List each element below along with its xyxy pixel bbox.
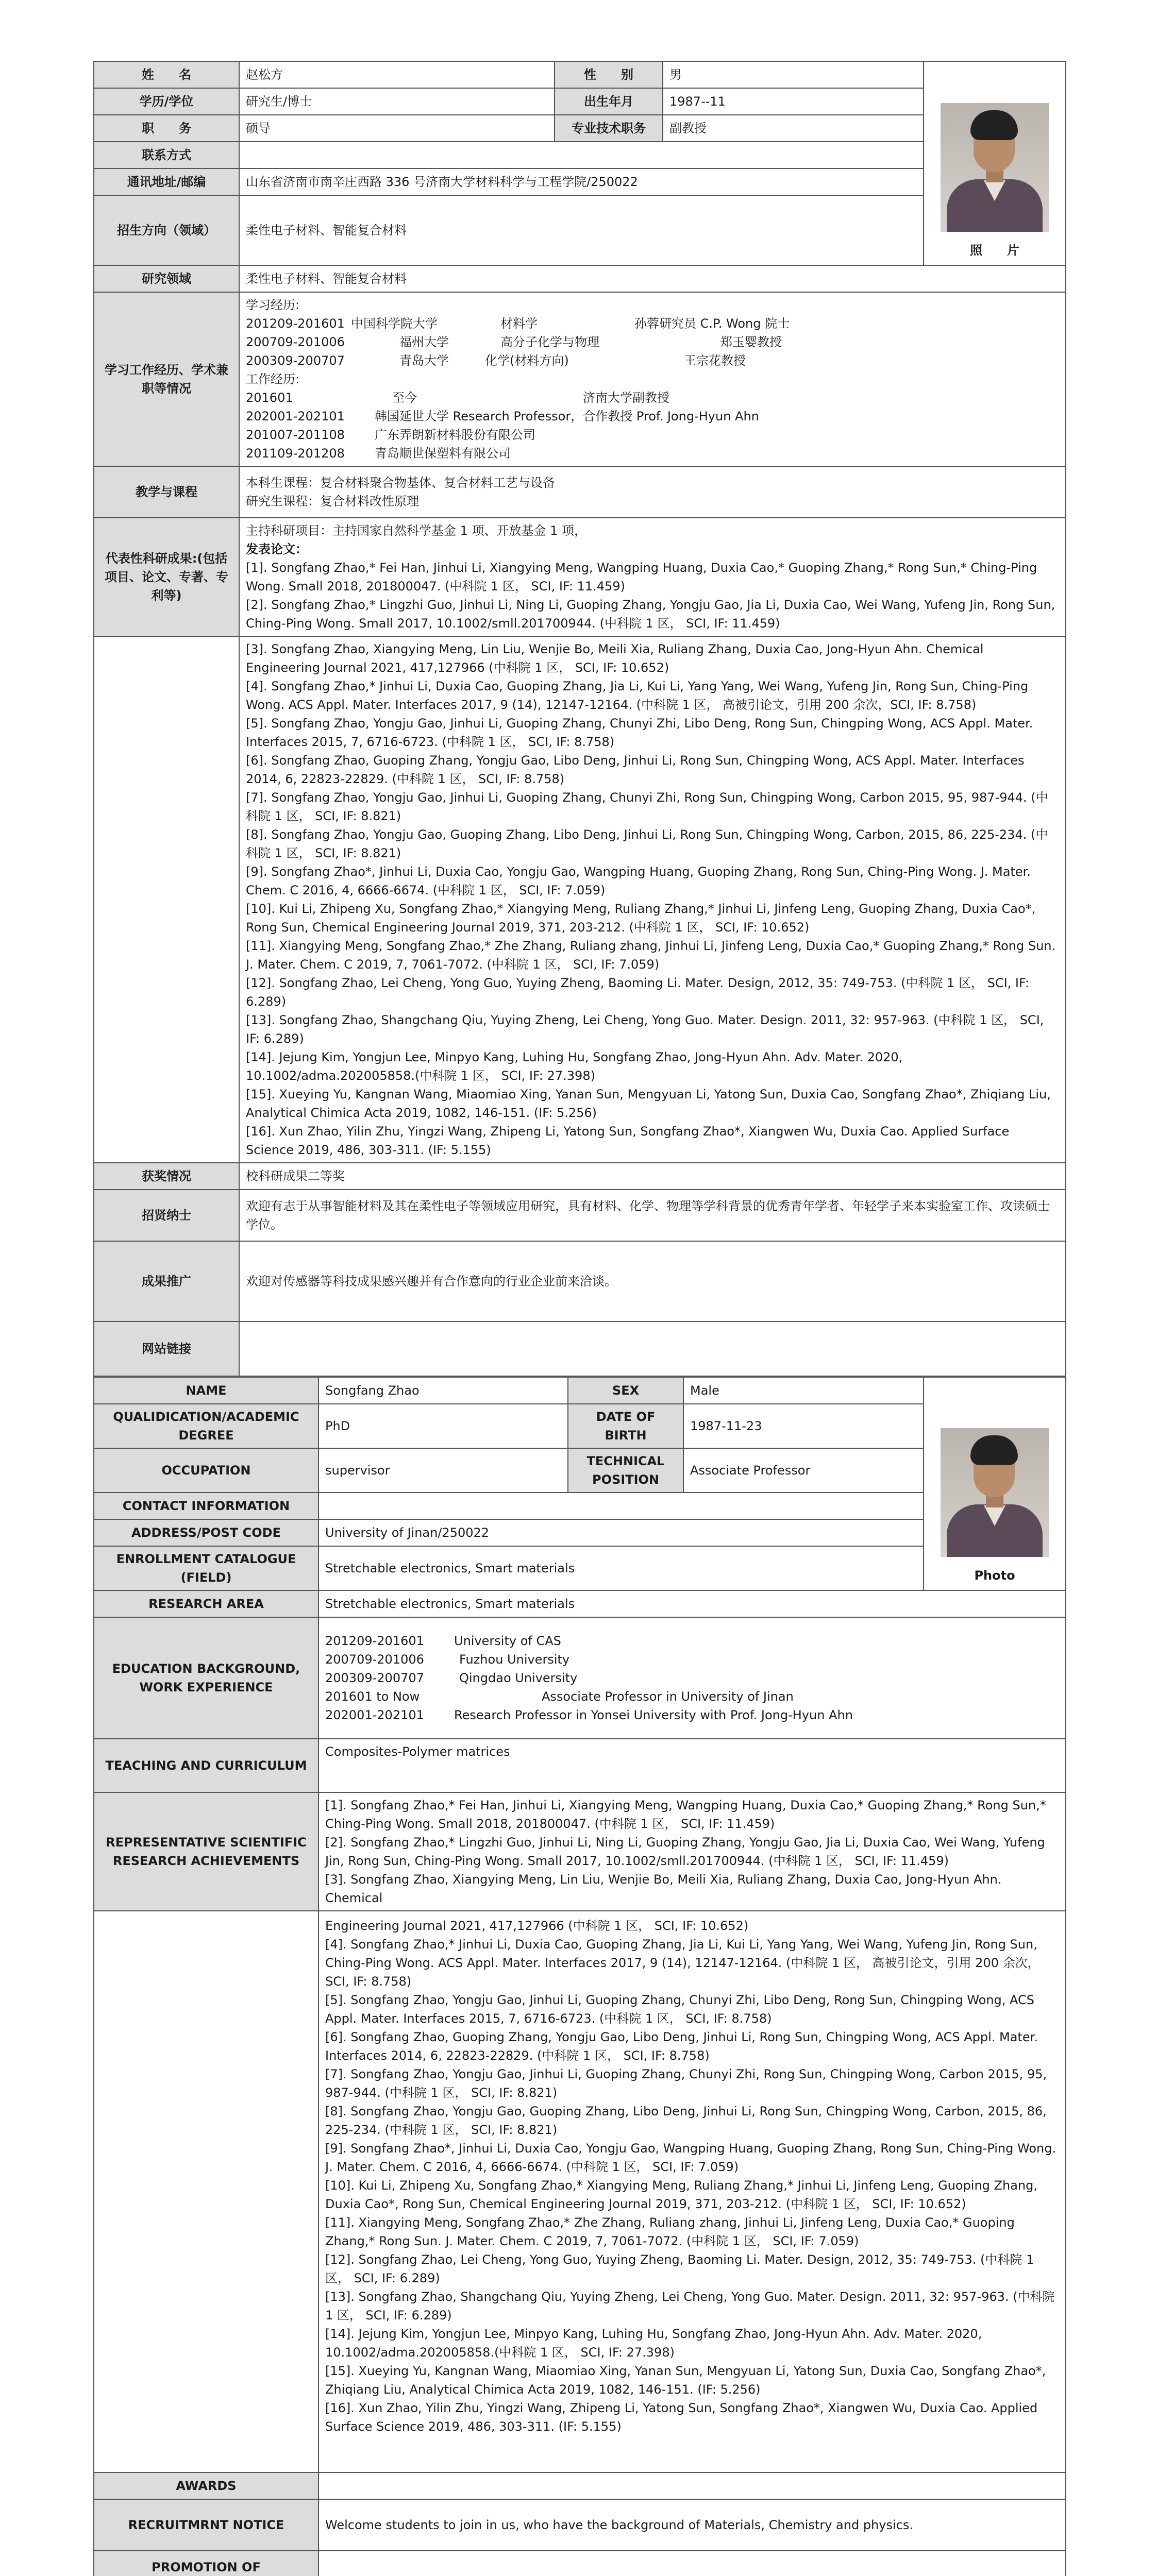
cn-recruit-label: 招贤纳士 bbox=[94, 1190, 239, 1241]
en-paper: [2]. Songfang Zhao,* Lingzhi Guo, Jinhui Li, Ning Li, Guoping Zhang, Yongju Gao, Jia Li, Duxia Cao, Wei Wang, Yufeng Jin, Rong Sun, Ching-Ping Wong. Small 2017, 10.1002/smll.201700944. (中科院 1 区， SCI, IF: 11.459) bbox=[325, 1835, 1045, 1868]
en-paper: [7]. Songfang Zhao, Yongju Gao, Jinhui Li, Guoping Zhang, Chunyi Zhi, Rong Sun, Chingping Wong, Carbon 2015, 95, 987-944. (中科院 1 区， SCI, IF: 8.821) bbox=[325, 2067, 1047, 2100]
cn-photo-label: 照 片 bbox=[970, 243, 1019, 258]
en-awards-value bbox=[318, 2472, 1066, 2499]
cn-work-title: 工作经历: bbox=[246, 372, 300, 386]
en-promo-label: PROMOTION OF bbox=[94, 2551, 318, 2576]
en-paper: [13]. Songfang Zhao, Shangchang Qiu, Yuying Zheng, Lei Cheng, Yong Guo. Mater. Design. 2011, 32: 957-963. (中科院 1 区， SCI, IF: 6.289) bbox=[325, 2290, 1055, 2323]
en-address-label: ADDRESS/POST CODE bbox=[94, 1519, 318, 1546]
cn-name-value: 赵松方 bbox=[239, 61, 555, 88]
en-photo-label: Photo bbox=[974, 1568, 1015, 1583]
en-papers-more bbox=[318, 1911, 1066, 2472]
cn-position-value: 硕导 bbox=[239, 115, 555, 142]
cn-paper: [8]. Songfang Zhao, Yongju Gao, Guoping Zhang, Libo Deng, Jinhui Li, Rong Sun, Chingping Wong, Carbon, 2015, 86, 225-234. (中科院 1 区， SCI, IF: 8.821) bbox=[246, 827, 1048, 860]
cn-paper: [6]. Songfang Zhao, Guoping Zhang, Yongju Gao, Libo Deng, Jinhui Li, Rong Sun, Chingping Wong, ACS Appl. Mater. Interfaces 2014, 6, 22823-22829. (中科院 1 区， SCI, IF: 8.758) bbox=[246, 753, 1025, 786]
cn-edu-cell bbox=[239, 292, 1066, 466]
cn-paper: [12]. Songfang Zhao, Lei Cheng, Yong Guo, Yuying Zheng, Baoming Li. Mater. Design, 2012, 35: 749-753. (中科院 1 区， SCI, IF: 6.289) bbox=[246, 976, 1030, 1009]
en-edu-row: 201601 to Now Associate Professor in University of Jinan bbox=[325, 1689, 794, 1704]
en-research-label: RESEARCH AREA bbox=[94, 1590, 318, 1617]
cn-paper: [2]. Songfang Zhao,* Lingzhi Guo, Jinhui Li, Ning Li, Guoping Zhang, Yongju Gao, Jia Li, Duxia Cao, Wei Wang, Yufeng Jin, Rong Sun, Ching-Ping Wong. Small 2017, 10.1002/smll.201700944. (中科院 1 区， SCI, IF: 11.459) bbox=[246, 598, 1055, 631]
cn-promo-label: 成果推广 bbox=[94, 1241, 239, 1321]
cn-edu-title: 学习经历: bbox=[246, 298, 300, 312]
en-paper: [5]. Songfang Zhao, Yongju Gao, Jinhui Li, Guoping Zhang, Chunyi Zhi, Libo Deng, Rong Sun, Chingping Wong, ACS Appl. Mater. Interfaces 2015, 7, 6716-6723. (中科院 1 区， SCI, IF: 8.758) bbox=[325, 1993, 1035, 2026]
en-rep-label: REPRESENTATIVE SCIENTIFIC RESEARCH ACHIEVEMENTS bbox=[94, 1792, 318, 1911]
cn-papers-more bbox=[239, 636, 1066, 1163]
cn-web-value[interactable] bbox=[239, 1321, 1066, 1376]
en-portrait-photo bbox=[941, 1428, 1049, 1557]
en-sex-label: SEX bbox=[568, 1377, 683, 1404]
cn-sex-value: 男 bbox=[663, 61, 924, 88]
cn-awards-value: 校科研成果二等奖 bbox=[239, 1163, 1066, 1190]
en-contact-value bbox=[318, 1493, 924, 1519]
en-paper: [16]. Xun Zhao, Yilin Zhu, Yingzi Wang, Zhipeng Li, Yatong Sun, Songfang Zhao*, Xiangwen Wu, Duxia Cao. Applied Surface Science 2019, 486, 303-311. (IF: 5.155) bbox=[325, 2401, 1038, 2434]
en-paper: [4]. Songfang Zhao,* Jinhui Li, Duxia Cao, Guoping Zhang, Jia Li, Kui Li, Yang Yang, Wei Wang, Yufeng Jin, Rong Sun, Ching-Ping Wong. ACS Appl. Mater. Interfaces 2017, 9 (14), 12147-12164. (中科院 1 区， 高被引论文，引用 200 余次，SCI, IF: 8.758) bbox=[325, 1937, 1040, 1989]
cn-paper: [7]. Songfang Zhao, Yongju Gao, Jinhui Li, Guoping Zhang, Chunyi Zhi, Rong Sun, Chingping Wong, Carbon 2015, 95, 987-944. (中科院 1 区， SCI, IF: 8.821) bbox=[246, 790, 1048, 823]
en-name-label: NAME bbox=[94, 1377, 318, 1404]
en-paper: [12]. Songfang Zhao, Lei Cheng, Yong Guo, Yuying Zheng, Baoming Li. Mater. Design, 2012, 35: 749-753. (中科院 1 区， SCI, IF: 6.289) bbox=[325, 2252, 1034, 2285]
cn-teach-label: 教学与课程 bbox=[94, 466, 239, 518]
en-address-value: University of Jinan/250022 bbox=[318, 1519, 924, 1546]
cn-paper: [13]. Songfang Zhao, Shangchang Qiu, Yuying Zheng, Lei Cheng, Yong Guo. Mater. Design. 2011, 32: 957-963. (中科院 1 区， SCI, IF: 6.289) bbox=[246, 1013, 1044, 1046]
en-occ-value: supervisor bbox=[318, 1448, 568, 1493]
en-paper: [1]. Songfang Zhao,* Fei Han, Jinhui Li, Xiangying Meng, Wangping Huang, Duxia Cao,* Guoping Zhang,* Rong Sun,* Ching-Ping Wong. Small 2018, 201800047. (中科院 1 区， SCI, IF: 11.459) bbox=[325, 1798, 1046, 1831]
cn-teach-cell bbox=[239, 466, 1066, 518]
en-promo-value bbox=[318, 2551, 1066, 2576]
cn-paper: [9]. Songfang Zhao*, Jinhui Li, Duxia Cao, Yongju Gao, Wangping Huang, Guoping Zhang, Rong Sun, Ching-Ping Wong. J. Mater. Chem. C 2016, 4, 6666-6674. (中科院 1 区， SCI, IF: 7.059) bbox=[246, 865, 1031, 897]
cn-edu-row: 200309-200707 青岛大学 化学(材料方向) 王宗花教授 bbox=[246, 353, 746, 368]
cn-profile-table bbox=[93, 61, 1066, 1377]
en-name-value: Songfang Zhao bbox=[318, 1377, 568, 1404]
cn-paper: [15]. Xueying Yu, Kangnan Wang, Miaomiao Xing, Yanan Sun, Mengyuan Li, Yatong Sun, Duxia Cao, Songfang Zhao*, Zhiqiang Liu, Analytical Chimica Acta 2019, 1082, 146-151. (IF: 5.256) bbox=[246, 1087, 1051, 1120]
en-paper: Engineering Journal 2021, 417,127966 (中科院 1 区， SCI, IF: 10.652) bbox=[325, 1919, 749, 1933]
en-edu-row: 201209-201601 University of CAS bbox=[325, 1634, 561, 1648]
cn-teach-line: 研究生课程：复合材料改性原理 bbox=[246, 494, 419, 509]
en-paper: [6]. Songfang Zhao, Guoping Zhang, Yongju Gao, Libo Deng, Jinhui Li, Rong Sun, Chingping Wong, ACS Appl. Mater. Interfaces 2014, 6, 22823-22829. (中科院 1 区， SCI, IF: 8.758) bbox=[325, 2030, 1038, 2063]
cn-work-row: 201109-201208 青岛顺世保塑料有限公司 bbox=[246, 446, 511, 461]
cn-teach-line: 本科生课程：复合材料聚合物基体、复合材料工艺与设备 bbox=[246, 476, 555, 490]
en-paper: [15]. Xueying Yu, Kangnan Wang, Miaomiao Xing, Yanan Sun, Mengyuan Li, Yatong Sun, Duxia Cao, Songfang Zhao*, Zhiqiang Liu, Analytical Chimica Acta 2019, 1082, 146-151. (IF: 5.256) bbox=[325, 2364, 1046, 2397]
en-paper: [9]. Songfang Zhao*, Jinhui Li, Duxia Cao, Yongju Gao, Wangping Huang, Guoping Zhang, Rong Sun, Ching-Ping Wong. J. Mater. Chem. C 2016, 4, 6666-6674. (中科院 1 区， SCI, IF: 7.059) bbox=[325, 2141, 1057, 2174]
en-photo-cell bbox=[924, 1377, 1066, 1590]
cn-awards-label: 获奖情况 bbox=[94, 1163, 239, 1190]
cn-paper: [1]. Songfang Zhao,* Fei Han, Jinhui Li, Xiangying Meng, Wangping Huang, Duxia Cao,* Guoping Zhang,* Rong Sun,* Ching-Ping Wong. Small 2018, 201800047. (中科院 1 区， SCI, IF: 11.459) bbox=[246, 561, 1037, 594]
cn-contact-value bbox=[239, 142, 924, 168]
en-recruit-value: Welcome students to join in us, who have the background of Materials, Chemistry and physics. bbox=[318, 2499, 1066, 2551]
cn-work-row: 202001-202101 韩国延世大学 Research Professor，合作教授 Prof. Jong-Hyun Ahn bbox=[246, 409, 759, 423]
cn-edu-row: 201209-201601 中国科学院大学 材料学 孙蓉研究员 C.P. Wong 院士 bbox=[246, 316, 790, 331]
en-edu-row: 200709-201006 Fuzhou University bbox=[325, 1652, 570, 1667]
en-birth-value: 1987-11-23 bbox=[683, 1404, 924, 1448]
cn-paper: [14]. Jejung Kim, Yongjun Lee, Minpyo Kang, Luhing Hu, Songfang Zhao, Jong-Hyun Ahn. Adv. Mater. 2020, 10.1002/adma.202005858.(中科院 1 区， SCI, IF: 27.398) bbox=[246, 1050, 903, 1083]
cn-recruit-value: 欢迎有志于从事智能材料及其在柔性电子等领域应用研究，具有材料、化学、物理等学科背景的优秀青年学者、年轻学子来本实验室工作、攻读硕士学位。 bbox=[239, 1190, 1066, 1241]
cn-work-row: 201007-201108 广东弄朗新材料股份有限公司 bbox=[246, 428, 535, 442]
en-papers-spacer bbox=[94, 1911, 318, 2472]
cn-degree-label: 学历/学位 bbox=[94, 88, 239, 115]
cn-papers-spacer bbox=[94, 636, 239, 1163]
en-rep-cell bbox=[318, 1792, 1066, 1911]
en-enroll-label: ENROLLMENT CATALOGUE (FIELD) bbox=[94, 1546, 318, 1590]
en-enroll-value: Stretchable electronics, Smart materials bbox=[318, 1546, 924, 1590]
cn-rep-label: 代表性科研成果:(包括项目、论文、专著、专利等) bbox=[94, 518, 239, 636]
en-recruit-label: RECRUITMRNT NOTICE bbox=[94, 2499, 318, 2551]
en-paper: [14]. Jejung Kim, Yongjun Lee, Minpyo Kang, Luhing Hu, Songfang Zhao, Jong-Hyun Ahn. Adv. Mater. 2020, 10.1002/adma.202005858.(中科院 1 区， SCI, IF: 27.398) bbox=[325, 2327, 982, 2360]
cn-research-value: 柔性电子材料、智能复合材料 bbox=[239, 265, 1066, 292]
en-edu-cell bbox=[318, 1617, 1066, 1739]
en-contact-label: CONTACT INFORMATION bbox=[94, 1493, 318, 1519]
en-tech-label: TECHNICAL POSITION bbox=[568, 1448, 683, 1493]
cn-rep-cell bbox=[239, 518, 1066, 636]
cn-work-row: 201601 至今 济南大学副教授 bbox=[246, 391, 669, 405]
cn-edu-label: 学习工作经历、学术兼职等情况 bbox=[94, 292, 239, 466]
en-teach-label: TEACHING AND CURRICULUM bbox=[94, 1739, 318, 1792]
en-occ-label: OCCUPATION bbox=[94, 1448, 318, 1493]
en-edu-row: 200309-200707 Qingdao University bbox=[325, 1671, 578, 1685]
cn-paper: [16]. Xun Zhao, Yilin Zhu, Yingzi Wang, Zhipeng Li, Yatong Sun, Songfang Zhao*, Xiangwen Wu, Duxia Cao. Applied Surface Science 2019, 486, 303-311. (IF: 5.155) bbox=[246, 1124, 1010, 1157]
cn-birth-value: 1987--11 bbox=[663, 88, 924, 115]
en-teach-value: Composites-Polymer matrices bbox=[318, 1739, 1066, 1792]
cn-birth-label: 出生年月 bbox=[555, 88, 663, 115]
cn-address-value: 山东省济南市南辛庄西路 336 号济南大学材料科学与工程学院/250022 bbox=[239, 168, 924, 195]
cn-name-label: 姓 名 bbox=[94, 61, 239, 88]
cn-paper: [5]. Songfang Zhao, Yongju Gao, Jinhui Li, Guoping Zhang, Chunyi Zhi, Libo Deng, Rong Sun, Chingping Wong, ACS Appl. Mater. Interfaces 2015, 7, 6716-6723. (中科院 1 区， SCI, IF: 8.758) bbox=[246, 716, 1033, 749]
cn-papers-title: 发表论文： bbox=[246, 542, 308, 556]
cn-title-label: 专业技术职务 bbox=[555, 115, 663, 142]
en-degree-label: QUALIDICATION/ACADEMIC DEGREE bbox=[94, 1404, 318, 1448]
cn-enroll-label: 招生方向（领域） bbox=[94, 195, 239, 265]
cn-paper: [10]. Kui Li, Zhipeng Xu, Songfang Zhao,* Xiangying Meng, Ruliang Zhang,* Jinhui Li, Jinfeng Leng, Guoping Zhang, Duxia Cao*, Rong Sun, Chemical Engineering Journal 2019, 371, 203-212. (中科院 1 区， SCI, IF: 10.652) bbox=[246, 902, 1036, 935]
en-paper: [3]. Songfang Zhao, Xiangying Meng, Lin Liu, Wenjie Bo, Meili Xia, Ruliang Zhang, Duxia Cao, Jong-Hyun Ahn. Chemical bbox=[325, 1872, 1002, 1905]
cn-portrait-photo bbox=[941, 103, 1049, 232]
cn-paper: [11]. Xiangying Meng, Songfang Zhao,* Zhe Zhang, Ruliang zhang, Jinhui Li, Jinfeng Leng, Duxia Cao,* Guoping Zhang,* Rong Sun. J. Mater. Chem. C 2019, 7, 7061-7072. (中科院 1 区， SCI, IF: 7.059) bbox=[246, 939, 1056, 972]
en-research-value: Stretchable electronics, Smart materials bbox=[318, 1590, 1066, 1617]
en-profile-table bbox=[93, 1377, 1066, 2576]
en-degree-value: PhD bbox=[318, 1404, 568, 1448]
en-paper: [10]. Kui Li, Zhipeng Xu, Songfang Zhao,* Xiangying Meng, Ruliang Zhang,* Jinhui Li, Jinfeng Leng, Guoping Zhang, Duxia Cao*, Rong Sun, Chemical Engineering Journal 2019, 371, 203-212. (中科院 1 区， SCI, IF: 10.652) bbox=[325, 2178, 1037, 2211]
cn-position-label: 职 务 bbox=[94, 115, 239, 142]
cn-promo-value: 欢迎对传感器等科技成果感兴趣并有合作意向的行业企业前来洽谈。 bbox=[239, 1241, 1066, 1321]
cn-degree-value: 研究生/博士 bbox=[239, 88, 555, 115]
en-edu-label: EDUCATION BACKGROUND, WORK EXPERIENCE bbox=[94, 1617, 318, 1739]
cn-title-value: 副教授 bbox=[663, 115, 924, 142]
en-paper: [8]. Songfang Zhao, Yongju Gao, Guoping Zhang, Libo Deng, Jinhui Li, Rong Sun, Chingping Wong, Carbon, 2015, 86, 225-234. (中科院 1 区， SCI, IF: 8.821) bbox=[325, 2104, 1047, 2137]
cn-sex-label: 性 别 bbox=[555, 61, 663, 88]
en-birth-label: DATE OF BIRTH bbox=[568, 1404, 683, 1448]
cn-paper: [4]. Songfang Zhao,* Jinhui Li, Duxia Cao, Guoping Zhang, Jia Li, Kui Li, Yang Yang, Wei Wang, Yufeng Jin, Rong Sun, Ching-Ping Wong. ACS Appl. Mater. Interfaces 2017, 9 (14), 12147-12164. (中科院 1 区， 高被引论文，引用 200 余次，SCI, IF: 8.758) bbox=[246, 679, 1029, 712]
en-sex-value: Male bbox=[683, 1377, 924, 1404]
cn-contact-label: 联系方式 bbox=[94, 142, 239, 168]
en-awards-label: AWARDS bbox=[94, 2472, 318, 2499]
cn-paper: [3]. Songfang Zhao, Xiangying Meng, Lin Liu, Wenjie Bo, Meili Xia, Ruliang Zhang, Duxia Cao, Jong-Hyun Ahn. Chemical Engineering Journal 2021, 417,127966 (中科院 1 区， SCI, IF: 10.652) bbox=[246, 642, 984, 675]
cn-address-label: 通讯地址/邮编 bbox=[94, 168, 239, 195]
en-paper: [11]. Xiangying Meng, Songfang Zhao,* Zhe Zhang, Ruliang zhang, Jinhui Li, Jinfeng Leng, Duxia Cao,* Guoping Zhang,* Rong Sun. J. Mater. Chem. C 2019, 7, 7061-7072. (中科院 1 区， SCI, IF: 7.059) bbox=[325, 2215, 1015, 2248]
cn-enroll-value: 柔性电子材料、智能复合材料 bbox=[239, 195, 924, 265]
en-edu-row: 202001-202101 Research Professor in Yonsei University with Prof. Jong-Hyun Ahn bbox=[325, 1708, 853, 1722]
cn-rep-projects: 主持科研项目：主持国家自然科学基金 1 项、开放基金 1 项， bbox=[246, 523, 587, 538]
cn-web-label: 网站链接 bbox=[94, 1321, 239, 1376]
cn-photo-cell bbox=[924, 61, 1066, 265]
profile-page bbox=[93, 61, 1065, 2576]
en-tech-value: Associate Professor bbox=[683, 1448, 924, 1493]
cn-edu-row: 200709-201006 福州大学 高分子化学与物理 郑玉婴教授 bbox=[246, 335, 782, 349]
cn-research-label: 研究领域 bbox=[94, 265, 239, 292]
